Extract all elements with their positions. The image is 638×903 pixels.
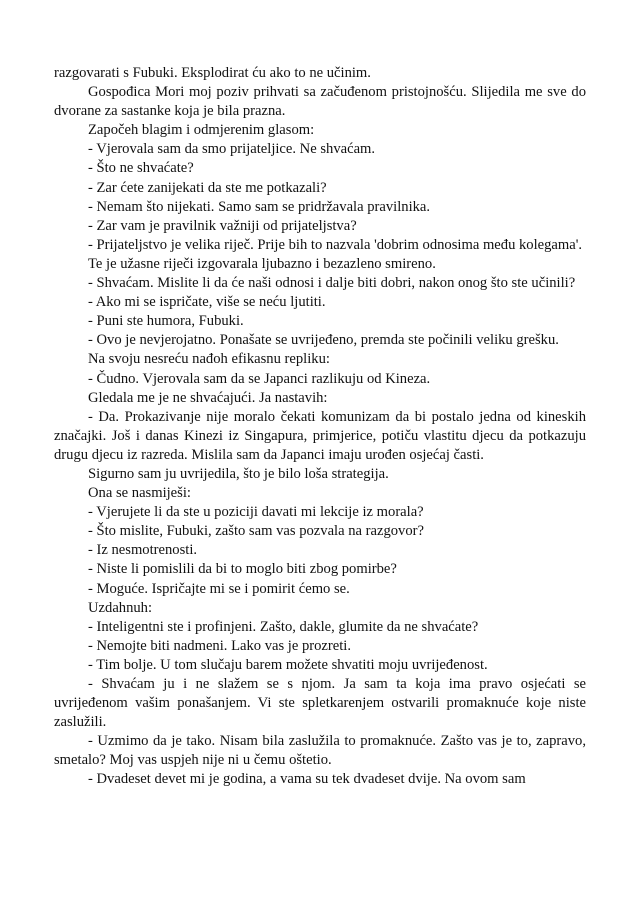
dialogue-line-14: - Što mislite, Fubuki, zašto sam vas pozvala na razgovor?: [88, 523, 424, 540]
dialogue-line-22: - Uzmimo da je tako. Nisam bila zaslužila to promaknuće. Zašto vas je to, zapravo, smetalo? Moj vas uspjeh nije ni u čemu oštetio.: [54, 733, 586, 769]
paragraph-narration-1: Te je užasne riječi izgovarala ljubazno i bezazleno smireno.: [88, 255, 436, 272]
dialogue-line-2: - Što ne shvaćate?: [88, 160, 194, 177]
dialogue-line-7: - Shvaćam. Mislite li da će naši odnosi i dalje biti dobri, nakon onog što ste učinili?: [88, 275, 576, 292]
dialogue-line-19: - Nemojte biti nadmeni. Lako vas je prozreti.: [88, 637, 352, 654]
dialogue-line-16: - Niste li pomislili da bi to moglo biti zbog pomirbe?: [88, 561, 397, 578]
dialogue-line-12: - Da. Prokazivanje nije moralo čekati komunizam da bi postalo jedna od kineskih značajki. Još i danas Kinezi iz Singapura, primjerice, potiču vlastitu djecu da potkazuju drugu djecu iz razreda. Mislila sam da Japanci imaju urođen osjećaj časti.: [54, 408, 586, 463]
dialogue-line-9: - Puni ste humora, Fubuki.: [88, 313, 244, 330]
dialogue-line-1: - Vjerovala sam da smo prijateljice. Ne shvaćam.: [88, 141, 376, 158]
paragraph-narration-6: Uzdahnuh:: [88, 599, 153, 616]
dialogue-line-18: - Inteligentni ste i profinjeni. Zašto, dakle, glumite da ne shvaćate?: [88, 618, 479, 635]
dialogue-line-6: - Prijateljstvo je velika riječ. Prije bih to nazvala 'dobrim odnosima među kolegama'.: [88, 236, 583, 253]
dialogue-line-17: - Moguće. Ispričajte mi se i pomirit ćemo se.: [88, 580, 350, 597]
dialogue-line-5: - Zar vam je pravilnik važniji od prijateljstva?: [88, 217, 357, 234]
dialogue-line-23: - Dvadeset devet mi je godina, a vama su tek dvadeset dvije. Na ovom sam: [88, 771, 526, 788]
dialogue-line-3: - Zar ćete zanijekati da ste me potkazali?: [88, 179, 327, 196]
dialogue-line-21: - Shvaćam ju i ne slažem se s njom. Ja sam ta koja ima pravo osjećati se uvrijeđenom vašim ponašanjem. Vi ste spletkarenjem ostvarili promaknuće koje niste zaslužili.: [54, 676, 586, 731]
paragraph-3: Započeh blagim i odmjerenim glasom:: [88, 122, 315, 139]
dialogue-line-20: - Tim bolje. U tom slučaju barem možete shvatiti moju uvrijeđenost.: [88, 656, 488, 673]
dialogue-line-4: - Nemam što nijekati. Samo sam se pridržavala pravilnika.: [88, 198, 431, 215]
dialogue-line-10: - Ovo je nevjerojatno. Ponašate se uvrijeđeno, premda ste počinili veliku grešku.: [88, 332, 559, 349]
paragraph-1: razgovarati s Fubuki. Eksplodirat ću ako to ne učinim.: [54, 65, 371, 81]
paragraph-narration-4: Sigurno sam ju uvrijedila, što je bilo loša strategija.: [88, 465, 389, 482]
dialogue-line-15: - Iz nesmotrenosti.: [88, 542, 198, 559]
dialogue-line-13: - Vjerujete li da ste u poziciji davati mi lekcije iz morala?: [88, 504, 424, 521]
dialogue-line-11: - Čudno. Vjerovala sam da se Japanci razlikuju od Kineza.: [88, 370, 431, 387]
dialogue-line-8: - Ako mi se ispričate, više se neću ljutiti.: [88, 294, 326, 311]
document-page: [54, 64, 586, 790]
paragraph-narration-5: Ona se nasmiješi:: [88, 485, 191, 502]
paragraph-narration-2: Na svoju nesreću nađoh efikasnu repliku:: [88, 351, 330, 368]
paragraph-narration-3: Gledala me je ne shvaćajući. Ja nastavih:: [88, 389, 328, 406]
paragraph-2: Gospođica Mori moj poziv prihvati sa začuđenom pristojnošću. Slijedila me sve do dvorane za sastanke koja je bila prazna.: [54, 84, 586, 120]
